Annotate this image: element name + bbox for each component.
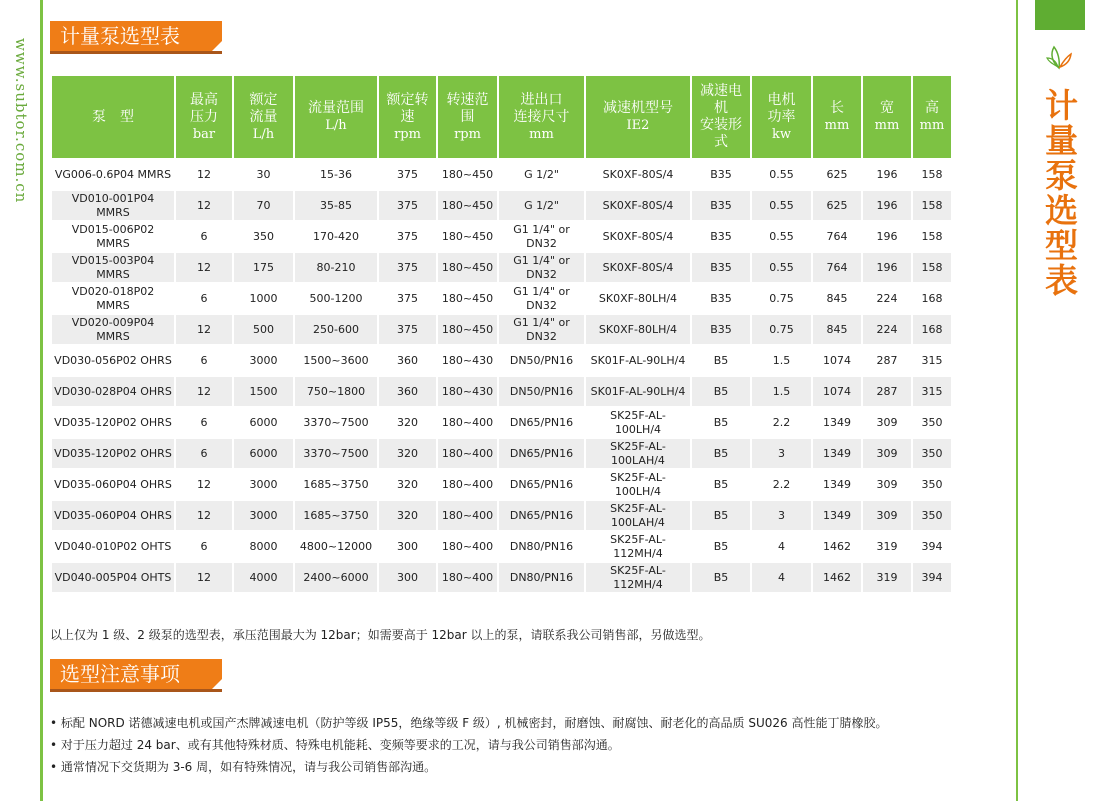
- table-cell: B35: [692, 222, 750, 251]
- table-cell: 0.55: [752, 191, 811, 220]
- table-cell: 319: [863, 532, 911, 561]
- table-cell: 375: [379, 222, 436, 251]
- header-cell: [752, 76, 811, 158]
- table-cell: 845: [813, 315, 861, 344]
- table-cell: 350: [913, 501, 951, 530]
- header-label: 减速机型号: [603, 100, 673, 116]
- table-cell: SK01F-AL-90LH/4: [586, 377, 690, 406]
- table-cell: 6: [176, 408, 232, 437]
- header-label: 电机 功率: [767, 91, 796, 125]
- table-cell: VD030-028P04 OHRS: [52, 377, 174, 406]
- header-unit: rpm: [394, 126, 421, 142]
- table-cell: 1500: [234, 377, 293, 406]
- table-cell: 196: [863, 191, 911, 220]
- notes-section-title: 选型注意事项: [50, 659, 222, 689]
- table-cell: B5: [692, 439, 750, 468]
- table-row: [52, 222, 951, 251]
- table-cell: 6: [176, 222, 232, 251]
- table-cell: 224: [863, 315, 911, 344]
- table-cell: DN65/PN16: [499, 439, 584, 468]
- table-cell: B5: [692, 377, 750, 406]
- table-cell: 320: [379, 439, 436, 468]
- table-cell: VD040-005P04 OHTS: [52, 563, 174, 592]
- table-cell: 158: [913, 222, 951, 251]
- table-cell: B5: [692, 346, 750, 375]
- header-cell: [586, 76, 690, 158]
- table-cell: 350: [913, 408, 951, 437]
- table-cell: 70: [234, 191, 293, 220]
- header-cell: [499, 76, 584, 158]
- table-cell: G 1/2": [499, 160, 584, 189]
- table-cell: 170-420: [295, 222, 377, 251]
- table-cell: DN80/PN16: [499, 532, 584, 561]
- vertical-page-title: 计量泵选型表: [1040, 88, 1079, 298]
- header-cell: [234, 76, 293, 158]
- table-cell: SK0XF-80S/4: [586, 253, 690, 282]
- table-cell: 320: [379, 408, 436, 437]
- header-unit: bar: [192, 126, 216, 142]
- table-cell: 1349: [813, 501, 861, 530]
- table-cell: 1462: [813, 532, 861, 561]
- table-cell: 180~400: [438, 501, 497, 530]
- table-cell: 4000: [234, 563, 293, 592]
- table-cell: VG006-0.6P04 MMRS: [52, 160, 174, 189]
- header-label: 最高 压力: [190, 91, 218, 125]
- header-unit: mm: [874, 118, 900, 133]
- header-label: 减速电 机 安装形 式: [700, 83, 742, 150]
- pump-selection-table: [50, 74, 953, 594]
- notes-list: [50, 712, 888, 778]
- header-label: 额定 流量: [249, 91, 278, 125]
- table-cell: 180~450: [438, 222, 497, 251]
- table-cell: 3: [752, 439, 811, 468]
- table-cell: 1500~3600: [295, 346, 377, 375]
- table-row: [52, 160, 951, 189]
- table-cell: 196: [863, 222, 911, 251]
- table-cell: 287: [863, 377, 911, 406]
- table-cell: G1 1/4" or DN32: [499, 284, 584, 313]
- table-cell: 6: [176, 532, 232, 561]
- table-cell: B35: [692, 191, 750, 220]
- header-label: 宽: [880, 100, 894, 116]
- table-cell: 158: [913, 253, 951, 282]
- header-label: 进出口 连接尺寸: [513, 91, 570, 125]
- table-cell: 625: [813, 191, 861, 220]
- table-row: [52, 315, 951, 344]
- table-cell: G 1/2": [499, 191, 584, 220]
- table-cell: SK25F-AL- 100LAH/4: [586, 439, 690, 468]
- corner-green-block: [1035, 0, 1085, 30]
- table-cell: 315: [913, 346, 951, 375]
- table-cell: 180~450: [438, 253, 497, 282]
- notes-banner-shadow: [50, 689, 222, 692]
- table-cell: 500-1200: [295, 284, 377, 313]
- table-cell: 309: [863, 439, 911, 468]
- table-cell: 1349: [813, 470, 861, 499]
- table-cell: B5: [692, 563, 750, 592]
- table-cell: VD035-120P02 OHRS: [52, 439, 174, 468]
- table-cell: VD030-056P02 OHRS: [52, 346, 174, 375]
- table-cell: 168: [913, 315, 951, 344]
- table-cell: 350: [234, 222, 293, 251]
- table-header-row: [52, 76, 951, 158]
- table-cell: 845: [813, 284, 861, 313]
- table-cell: 12: [176, 160, 232, 189]
- table-cell: G1 1/4" or DN32: [499, 222, 584, 251]
- table-cell: 2.2: [752, 408, 811, 437]
- table-cell: 1074: [813, 377, 861, 406]
- table-cell: G1 1/4" or DN32: [499, 253, 584, 282]
- table-cell: 309: [863, 408, 911, 437]
- table-cell: VD020-018P02 MMRS: [52, 284, 174, 313]
- table-cell: 250-600: [295, 315, 377, 344]
- table-cell: 175: [234, 253, 293, 282]
- header-cell: [176, 76, 232, 158]
- header-label: 转速范 围: [446, 91, 489, 125]
- table-cell: 180~430: [438, 377, 497, 406]
- table-cell: 180~450: [438, 191, 497, 220]
- table-cell: 1462: [813, 563, 861, 592]
- table-cell: 6000: [234, 439, 293, 468]
- table-cell: 180~400: [438, 563, 497, 592]
- table-cell: SK25F-AL-100LH/4: [586, 408, 690, 437]
- table-row: [52, 253, 951, 282]
- table-cell: DN80/PN16: [499, 563, 584, 592]
- table-cell: VD035-060P04 OHRS: [52, 470, 174, 499]
- table-cell: VD015-006P02 MMRS: [52, 222, 174, 251]
- table-cell: B35: [692, 253, 750, 282]
- table-cell: SK25F-AL-112MH/4: [586, 532, 690, 561]
- table-cell: 80-210: [295, 253, 377, 282]
- table-cell: 394: [913, 532, 951, 561]
- table-row: [52, 470, 951, 499]
- table-cell: 315: [913, 377, 951, 406]
- table-cell: DN65/PN16: [499, 408, 584, 437]
- table-cell: B35: [692, 315, 750, 344]
- table-row: [52, 501, 951, 530]
- table-cell: 1.5: [752, 377, 811, 406]
- table-cell: VD035-060P04 OHRS: [52, 501, 174, 530]
- table-cell: 180~400: [438, 439, 497, 468]
- table-cell: 350: [913, 470, 951, 499]
- header-unit: mm: [824, 118, 850, 133]
- left-border-line: [40, 0, 43, 801]
- table-cell: VD010-001P04 MMRS: [52, 191, 174, 220]
- table-cell: 180~400: [438, 470, 497, 499]
- header-cell: [295, 76, 377, 158]
- table-cell: DN50/PN16: [499, 377, 584, 406]
- table-row: [52, 408, 951, 437]
- table-row: [52, 191, 951, 220]
- table-cell: 764: [813, 253, 861, 282]
- table-cell: B5: [692, 408, 750, 437]
- header-unit: L/h: [325, 118, 347, 133]
- table-cell: 12: [176, 470, 232, 499]
- table-cell: 500: [234, 315, 293, 344]
- table-cell: DN50/PN16: [499, 346, 584, 375]
- note-item: • 通常情况下交货期为 3-6 周，如有特殊情况，请与我公司销售部沟通。: [50, 756, 888, 778]
- header-cell: [438, 76, 497, 158]
- table-cell: 0.55: [752, 222, 811, 251]
- table-cell: 1074: [813, 346, 861, 375]
- table-cell: 6: [176, 439, 232, 468]
- header-unit: IE2: [626, 118, 650, 133]
- header-unit: mm: [919, 118, 945, 133]
- table-cell: 350: [913, 439, 951, 468]
- table-cell: 3000: [234, 501, 293, 530]
- table-cell: 3000: [234, 346, 293, 375]
- right-border-line: [1016, 0, 1018, 801]
- table-cell: 6000: [234, 408, 293, 437]
- table-cell: 3370~7500: [295, 439, 377, 468]
- table-cell: B5: [692, 501, 750, 530]
- table-cell: 0.55: [752, 253, 811, 282]
- leaf-logo-icon: [1044, 42, 1074, 72]
- table-cell: 180~430: [438, 346, 497, 375]
- table-cell: DN65/PN16: [499, 470, 584, 499]
- header-label: 长: [830, 100, 844, 116]
- table-cell: VD020-009P04 MMRS: [52, 315, 174, 344]
- table-cell: 1349: [813, 408, 861, 437]
- table-cell: SK0XF-80S/4: [586, 222, 690, 251]
- table-row: [52, 439, 951, 468]
- note-item: • 对于压力超过 24 bar、或有其他特殊材质、特殊电机能耗、变频等要求的工况，请与我公司销售部沟通。: [50, 734, 888, 756]
- table-banner-shadow: [50, 51, 222, 54]
- table-cell: 4800~12000: [295, 532, 377, 561]
- table-cell: 196: [863, 253, 911, 282]
- table-cell: 35-85: [295, 191, 377, 220]
- table-cell: 309: [863, 470, 911, 499]
- table-row: [52, 563, 951, 592]
- table-row: [52, 284, 951, 313]
- table-cell: VD040-010P02 OHTS: [52, 532, 174, 561]
- table-cell: 0.75: [752, 315, 811, 344]
- table-cell: 30: [234, 160, 293, 189]
- header-label: 泵 型: [92, 108, 134, 125]
- table-cell: 375: [379, 160, 436, 189]
- table-cell: 6: [176, 284, 232, 313]
- table-cell: 180~450: [438, 160, 497, 189]
- table-cell: 360: [379, 346, 436, 375]
- table-cell: 320: [379, 470, 436, 499]
- table-cell: 6: [176, 346, 232, 375]
- vertical-website-url: www.subtor.com.cn: [12, 38, 30, 204]
- table-cell: 1.5: [752, 346, 811, 375]
- table-cell: 180~400: [438, 532, 497, 561]
- table-cell: B35: [692, 160, 750, 189]
- table-cell: 12: [176, 563, 232, 592]
- table-cell: 0.55: [752, 160, 811, 189]
- note-item: • 标配 NORD 诺德减速电机或国产杰牌减速电机（防护等级 IP55，绝缘等级 F 级）, 机械密封，耐磨蚀、耐腐蚀、耐老化的高品质 SU026 高性能丁腈橡胶。: [50, 712, 888, 734]
- table-cell: 375: [379, 315, 436, 344]
- table-cell: 4: [752, 563, 811, 592]
- table-cell: 375: [379, 191, 436, 220]
- table-cell: 158: [913, 160, 951, 189]
- header-unit: rpm: [454, 126, 481, 142]
- table-section-title: 计量泵选型表: [50, 21, 222, 51]
- table-cell: 180~450: [438, 315, 497, 344]
- table-cell: 196: [863, 160, 911, 189]
- table-cell: G1 1/4" or DN32: [499, 315, 584, 344]
- table-cell: 1685~3750: [295, 501, 377, 530]
- table-cell: SK0XF-80S/4: [586, 160, 690, 189]
- table-cell: 1000: [234, 284, 293, 313]
- table-cell: 375: [379, 253, 436, 282]
- table-cell: 2400~6000: [295, 563, 377, 592]
- header-cell: [863, 76, 911, 158]
- table-cell: B5: [692, 470, 750, 499]
- table-cell: 180~450: [438, 284, 497, 313]
- table-cell: 3370~7500: [295, 408, 377, 437]
- table-cell: SK0XF-80LH/4: [586, 284, 690, 313]
- header-label: 高: [925, 100, 939, 116]
- table-cell: 180~400: [438, 408, 497, 437]
- table-cell: 12: [176, 501, 232, 530]
- table-cell: 0.75: [752, 284, 811, 313]
- table-cell: B35: [692, 284, 750, 313]
- header-cell: [913, 76, 951, 158]
- table-cell: SK01F-AL-90LH/4: [586, 346, 690, 375]
- header-label: 流量范围: [308, 100, 364, 116]
- table-cell: 168: [913, 284, 951, 313]
- table-cell: 224: [863, 284, 911, 313]
- table-cell: SK25F-AL- 100LAH/4: [586, 501, 690, 530]
- header-cell: [379, 76, 436, 158]
- table-cell: 375: [379, 284, 436, 313]
- header-label: 额定转 速: [386, 91, 429, 125]
- table-cell: 12: [176, 377, 232, 406]
- table-cell: 12: [176, 253, 232, 282]
- table-cell: 394: [913, 563, 951, 592]
- header-unit: L/h: [252, 126, 275, 142]
- table-cell: 360: [379, 377, 436, 406]
- header-cell: [52, 76, 174, 158]
- table-row: [52, 346, 951, 375]
- table-cell: 2.2: [752, 470, 811, 499]
- table-cell: B5: [692, 532, 750, 561]
- header-unit: kw: [771, 126, 791, 142]
- table-cell: 300: [379, 532, 436, 561]
- table-cell: 319: [863, 563, 911, 592]
- table-row: [52, 377, 951, 406]
- table-cell: 1349: [813, 439, 861, 468]
- table-cell: VD015-003P04 MMRS: [52, 253, 174, 282]
- table-cell: DN65/PN16: [499, 501, 584, 530]
- header-cell: [692, 76, 750, 158]
- header-cell: [813, 76, 861, 158]
- table-cell: 287: [863, 346, 911, 375]
- table-cell: SK0XF-80S/4: [586, 191, 690, 220]
- table-cell: 4: [752, 532, 811, 561]
- table-cell: 12: [176, 191, 232, 220]
- table-cell: 300: [379, 563, 436, 592]
- table-cell: 625: [813, 160, 861, 189]
- table-cell: 158: [913, 191, 951, 220]
- table-cell: VD035-120P02 OHRS: [52, 408, 174, 437]
- table-cell: 8000: [234, 532, 293, 561]
- table-cell: 12: [176, 315, 232, 344]
- table-row: [52, 532, 951, 561]
- table-cell: SK0XF-80LH/4: [586, 315, 690, 344]
- table-cell: 750~1800: [295, 377, 377, 406]
- table-cell: 309: [863, 501, 911, 530]
- table-cell: SK25F-AL-112MH/4: [586, 563, 690, 592]
- table-cell: 3: [752, 501, 811, 530]
- table-cell: 764: [813, 222, 861, 251]
- table-cell: 1685~3750: [295, 470, 377, 499]
- table-cell: SK25F-AL-100LH/4: [586, 470, 690, 499]
- table-cell: 3000: [234, 470, 293, 499]
- table-cell: 320: [379, 501, 436, 530]
- header-unit: mm: [529, 126, 554, 142]
- table-cell: 15-36: [295, 160, 377, 189]
- table-footnote: 以上仅为 1 级、2 级泵的选型表，承压范围最大为 12bar；如需要高于 12bar 以上的泵，请联系我公司销售部，另做选型。: [50, 628, 711, 642]
